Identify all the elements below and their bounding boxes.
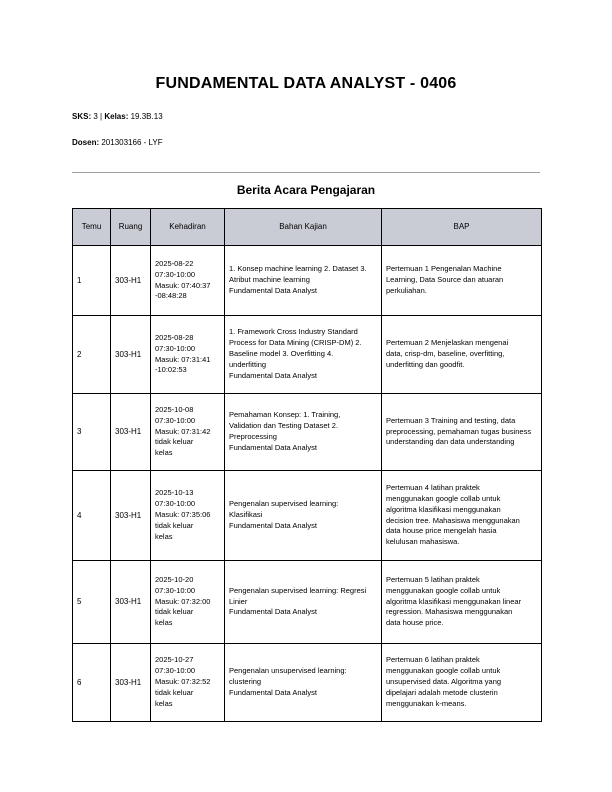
row-bap xyxy=(382,561,542,644)
row-bahan-kajian-line: Pengenalan supervised learning: Regresi xyxy=(229,585,367,595)
row-kehadiran-line: 2025-10-08 xyxy=(155,404,194,414)
row-kehadiran xyxy=(151,471,225,561)
row-ruang: 303-H1 xyxy=(111,471,151,561)
row-bahan-kajian-line: Fundamental Data Analyst xyxy=(229,607,317,617)
row-bahan-kajian-line: Fundamental Data Analyst xyxy=(229,442,317,452)
row-bahan-kajian xyxy=(225,246,382,316)
row-temu: 1 xyxy=(73,246,111,316)
table-row xyxy=(73,644,542,722)
row-kehadiran-line: 07:30-10:00 xyxy=(155,499,196,509)
row-kehadiran-line: 2025-08-28 xyxy=(155,332,194,342)
row-bap-line: algoritma klasifikasi menggunakan linear xyxy=(386,596,522,606)
row-kehadiran-line: 07:30-10:00 xyxy=(155,666,196,676)
row-bahan-kajian xyxy=(225,561,382,644)
row-bap-line: Pertemuan 2 Menjelaskan mengenai xyxy=(386,338,509,348)
row-ruang: 303-H1 xyxy=(111,246,151,316)
table-row xyxy=(73,561,542,644)
row-kehadiran-line: tidak keluar xyxy=(155,520,194,530)
row-bap-line: Pertemuan 4 latihan praktek xyxy=(386,482,480,492)
row-kehadiran-line: kelas xyxy=(155,618,173,628)
row-bahan-kajian-line: Pengenalan supervised learning: xyxy=(229,499,339,509)
row-kehadiran xyxy=(151,394,225,471)
row-kehadiran xyxy=(151,561,225,644)
row-kehadiran-line: tidak keluar xyxy=(155,437,194,447)
row-bahan-kajian xyxy=(225,644,382,722)
row-bahan-kajian-line: Klasifikasi xyxy=(229,510,263,520)
row-kehadiran-line: tidak keluar xyxy=(155,607,194,617)
course-meta xyxy=(72,112,163,121)
row-ruang: 303-H1 xyxy=(111,394,151,471)
column-header-ruang: Ruang xyxy=(111,209,151,246)
row-bap-line: Learning, Data Source dan atuaran xyxy=(386,275,504,285)
row-bap-line: unsupervised data. Algoritma yang xyxy=(386,677,502,687)
column-header-bap: BAP xyxy=(382,209,542,246)
row-temu: 4 xyxy=(73,471,111,561)
row-bahan-kajian-line: Fundamental Data Analyst xyxy=(229,370,317,380)
row-bap-line: Pertemuan 3 Training and testing, data xyxy=(386,415,516,425)
row-kehadiran-line: Masuk: 07:40:37 xyxy=(155,280,211,290)
table-row xyxy=(73,316,542,394)
row-kehadiran xyxy=(151,644,225,722)
row-kehadiran-line: 07:30-10:00 xyxy=(155,269,196,279)
row-kehadiran-line: Masuk: 07:31:42 xyxy=(155,426,211,436)
row-bap xyxy=(382,316,542,394)
row-bap-line: data house price mengelah hasia xyxy=(386,526,497,536)
sks-label: SKS: xyxy=(72,112,92,121)
row-kehadiran-line: kelas xyxy=(155,448,173,458)
row-temu: 3 xyxy=(73,394,111,471)
row-kehadiran-line: Masuk: 07:31:41 xyxy=(155,354,211,364)
row-ruang: 303-H1 xyxy=(111,561,151,644)
row-kehadiran-line: Masuk: 07:32:52 xyxy=(155,677,211,687)
row-bahan-kajian-line: Preprocessing xyxy=(229,432,277,441)
column-header-temu: Temu xyxy=(73,209,111,246)
row-temu: 2 xyxy=(73,316,111,394)
dosen-label: Dosen: xyxy=(72,138,100,147)
row-bap-line: understanding dan data understanding xyxy=(386,437,515,447)
row-temu: 5 xyxy=(73,561,111,644)
row-bahan-kajian xyxy=(225,316,382,394)
table-header-row xyxy=(73,209,542,246)
row-kehadiran-line: Masuk: 07:32:00 xyxy=(155,596,211,606)
row-bap-line: menggunakan google collab untuk xyxy=(386,666,501,676)
row-bahan-kajian xyxy=(225,394,382,471)
table-row xyxy=(73,394,542,471)
row-bahan-kajian xyxy=(225,471,382,561)
row-kehadiran xyxy=(151,316,225,394)
row-bahan-kajian-line: underfitting xyxy=(229,359,267,369)
row-bap xyxy=(382,644,542,722)
row-bahan-kajian-line: Validation dan Testing Dataset 2. xyxy=(229,421,338,431)
sks-value: 3 xyxy=(93,112,98,121)
row-kehadiran-line: 2025-08-22 xyxy=(155,258,194,268)
row-kehadiran xyxy=(151,246,225,316)
row-bap-line: data house price. xyxy=(386,618,444,628)
row-bahan-kajian-line: Atribut machine learning xyxy=(229,275,310,285)
row-kehadiran-line: 07:30-10:00 xyxy=(155,585,196,595)
course-title: FUNDAMENTAL DATA ANALYST - 0406 xyxy=(155,75,457,92)
row-bahan-kajian-line: Pengenalan unsupervised learning: xyxy=(229,666,347,676)
row-bahan-kajian-line: 1. Konsep machine learning 2. Dataset 3. xyxy=(229,264,367,274)
row-bap-line: Pertemuan 1 Pengenalan Machine xyxy=(386,264,502,274)
row-bahan-kajian-line: Fundamental Data Analyst xyxy=(229,285,317,295)
row-ruang: 303-H1 xyxy=(111,644,151,722)
row-bap xyxy=(382,471,542,561)
section-title: Berita Acara Pengajaran xyxy=(236,183,376,197)
kelas-label: Kelas: xyxy=(104,112,129,121)
row-bap-line: kelulusan mahasiswa. xyxy=(386,537,460,547)
row-bahan-kajian-line: Pemahaman Konsep: 1. Training, xyxy=(229,410,341,420)
column-header-kehadiran: Kehadiran xyxy=(151,209,225,246)
row-bap-line: perkuliahan. xyxy=(386,285,427,295)
row-temu: 6 xyxy=(73,644,111,722)
kelas-value: 19.3B.13 xyxy=(130,112,163,121)
row-bap-line: algoritma klasifikasi menggunakan xyxy=(386,504,501,514)
row-bahan-kajian-line: 1. Framework Cross Industry Standard xyxy=(229,327,358,337)
teaching-record-table xyxy=(72,208,542,722)
meta-separator: | xyxy=(100,112,103,121)
row-bap-line: dipelajari adalah metode clusterin xyxy=(386,687,498,697)
column-header-bahan-kajian: Bahan Kajian xyxy=(225,209,382,246)
row-kehadiran-line: tidak keluar xyxy=(155,687,194,697)
row-bap-line: menggunakan google collab untuk xyxy=(386,493,501,503)
row-kehadiran-line: -08:48:28 xyxy=(155,291,187,301)
dosen-value: 201303166 - LYF xyxy=(101,138,163,147)
row-kehadiran-line: -10:02:53 xyxy=(155,365,187,375)
row-bahan-kajian-line: clustering xyxy=(229,677,262,687)
row-bahan-kajian-line: Process for Data Mining (CRISP-DM) 2. xyxy=(229,338,362,348)
row-bap-line: data, crisp-dm, baseline, overfitting, xyxy=(386,349,505,359)
row-bahan-kajian-line: Fundamental Data Analyst xyxy=(229,520,317,530)
divider xyxy=(72,172,540,173)
row-bap-line: regression. Mahasiswa menggunakan xyxy=(386,607,513,617)
row-bap-line: decision tree. Mahasiswa menggunakan xyxy=(386,515,520,525)
row-kehadiran-line: 2025-10-13 xyxy=(155,488,194,498)
row-kehadiran-line: kelas xyxy=(155,531,173,541)
row-bap-line: menggunakan google collab untuk xyxy=(386,585,501,595)
row-kehadiran-line: Masuk: 07:35:06 xyxy=(155,510,211,520)
row-kehadiran-line: 2025-10-20 xyxy=(155,574,194,584)
table-row xyxy=(73,471,542,561)
row-bap-line: underfitting dan goodfit. xyxy=(386,359,465,369)
row-bahan-kajian-line: Baseline model 3. Overfitting 4. xyxy=(229,349,334,359)
row-bahan-kajian-line: Linier xyxy=(229,596,248,606)
row-bap-line: Pertemuan 5 latihan praktek xyxy=(386,574,480,584)
row-kehadiran-line: 2025-10-27 xyxy=(155,655,194,665)
row-bap xyxy=(382,246,542,316)
row-kehadiran-line: 07:30-10:00 xyxy=(155,343,196,353)
table-row xyxy=(73,246,542,316)
row-ruang: 303-H1 xyxy=(111,316,151,394)
row-bap xyxy=(382,394,542,471)
row-kehadiran-line: 07:30-10:00 xyxy=(155,415,196,425)
row-bahan-kajian-line: Fundamental Data Analyst xyxy=(229,687,317,697)
row-bap-line: preprocessing, pemahaman tugas business xyxy=(386,426,532,436)
row-bap-line: Pertemuan 6 latihan praktek xyxy=(386,655,480,665)
lecturer-meta xyxy=(72,138,163,147)
row-kehadiran-line: kelas xyxy=(155,698,173,708)
row-bap-line: menggunakan k-means. xyxy=(386,698,467,708)
